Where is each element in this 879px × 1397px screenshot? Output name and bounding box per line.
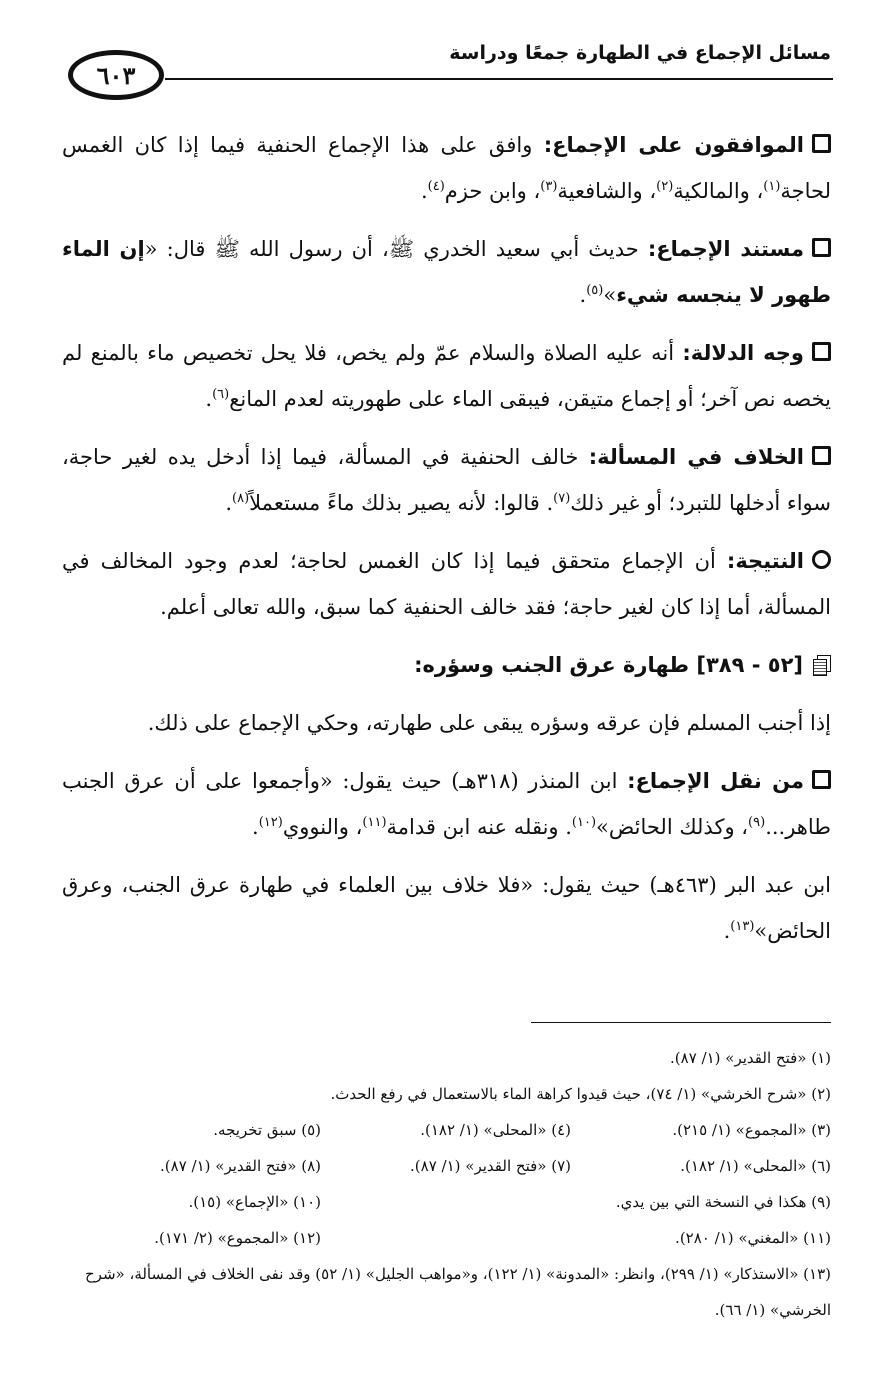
paragraph-intro: إذا أجنب المسلم فإن عرقه وسؤره يبقى على طهارته، وحكي الإجماع على ذلك.	[147, 711, 831, 735]
paragraph-lead: النتيجة:	[726, 549, 804, 573]
main-text	[62, 122, 831, 966]
footnote-row	[58, 1148, 831, 1184]
square-bullet-icon	[812, 446, 831, 465]
page-number: ٦٠٣	[96, 60, 136, 90]
footnotes	[58, 1040, 831, 1328]
footnote-ref: (١١)	[362, 815, 387, 830]
paragraph-ibn-abd-albarr: ابن عبد البر (٤٦٣هـ) حيث يقول: «فلا خلاف بين العلماء في طهارة عرق الجنب، وعرق الحائض»$^{(١٣)}$.	[62, 873, 831, 943]
footnote-ref: (٢)	[656, 179, 674, 194]
footnote: (٨) «فتح القدير» (١/ ٨٧).	[160, 1157, 321, 1175]
footnote: (٥) سبق تخريجه.	[213, 1121, 321, 1139]
paragraph-evidence: وجه الدلالة: أنه عليه الصلاة والسلام عمّ ولم يخص، فلا يحل تخصيص ماء بالمنع لم يخصه نص آخر؛ أو إجماع متيقن، فيبقى الماء على طهوريته لعدم المانع$^{(٦)}$.	[62, 341, 831, 411]
section-title: طهارة عرق الجنب وسؤره:	[414, 653, 697, 677]
paragraph-disagreement: الخلاف في المسألة: خالف الحنفية في المسألة، فيما إذا أدخل يده لغير حاجة، سواء أدخلها للتبرد؛ أو غير ذلك$^{(٧)}$. قالوا: لأنه يصير بذلك ماءً مستعملاً$^{(٨)}$.	[62, 445, 831, 515]
footnote-ref: (٦)	[212, 387, 230, 402]
section-heading	[62, 642, 831, 688]
running-header-title: مسائل الإجماع في الطهارة جمعًا ودراسة	[449, 42, 831, 64]
footnote: (٩) هكذا في النسخة التي بين يدي.	[615, 1193, 831, 1211]
footnote: (٤) «المحلى» (١/ ١٨٢).	[420, 1121, 571, 1139]
paragraph-transmitters: من نقل الإجماع: ابن المنذر (٣١٨هـ) حيث يقول: «وأجمعوا على أن عرق الجنب طاهر...$^{(٩)}$، وكذلك الحائض»$^{(١٠)}$. ونقله عنه ابن قدامة$^{(١١)}$، والنووي$^{(١٢)}$.	[62, 769, 831, 839]
footnote: (٢) «شرح الخرشي» (١/ ٧٤)، حيث قيدوا كراهة الماء بالاستعمال في رفع الحدث.	[330, 1085, 831, 1103]
footnote-row	[58, 1184, 831, 1220]
footnote-row	[58, 1112, 831, 1148]
section-number: [٥٢ - ٣٨٩]	[696, 653, 803, 677]
paragraph-lead: من نقل الإجماع:	[627, 769, 804, 793]
footnote: (١) «فتح القدير» (١/ ٨٧).	[670, 1049, 831, 1067]
footnote-separator	[531, 1022, 831, 1023]
header-rule	[165, 78, 833, 80]
footnote-ref: (١٠)	[571, 815, 597, 830]
square-bullet-icon	[812, 238, 831, 257]
square-bullet-icon	[812, 134, 831, 153]
footnote-ref: (٧)	[553, 491, 571, 506]
footnote: (٦) «المحلى» (١/ ١٨٢).	[680, 1157, 831, 1175]
footnote-row	[58, 1256, 831, 1328]
footnote-ref: (١)	[763, 179, 781, 194]
footnote-row	[58, 1040, 831, 1076]
hadith-quote: إن الماء طهور لا ينجسه شيء	[62, 237, 831, 307]
footnote-ref: (٥)	[586, 283, 604, 298]
footnote-ref: (٩)	[748, 815, 766, 830]
paragraph-lead: مستند الإجماع:	[647, 237, 804, 261]
paragraph-result: النتيجة: أن الإجماع متحقق فيما إذا كان الغمس لحاجة؛ لعدم وجود المخالف في المسألة، أما إذا كان لغير حاجة؛ فقد خالف الحنفية كما سبق، والله تعالى أعلم.	[62, 549, 831, 619]
paragraph-basis: مستند الإجماع: حديث أبي سعيد الخدري ﷺ، أن رسول الله ﷺ قال: «إن الماء طهور لا ينجسه شيء»$^{(٥)}$.	[62, 237, 831, 307]
footnote: (١٣) «الاستذكار» (١/ ٢٩٩)، وانظر: «المدونة» (١/ ١٢٢)، و«مواهب الجليل» (١/ ٥٢) وقد نفى الخلاف في المسألة، «شرح الخرشي» (١/ ٦٦).	[85, 1265, 831, 1319]
footnote-ref: (٤)	[427, 179, 445, 194]
page-number-oval	[68, 50, 164, 100]
circle-bullet-icon	[812, 550, 831, 569]
footnote-ref: (٣)	[540, 179, 558, 194]
footnote: (١٠) «الإجماع» (١٥).	[188, 1193, 321, 1211]
footnote: (١٢) «المجموع» (٢/ ١٧١).	[154, 1229, 321, 1247]
footnote-ref: (١٢)	[258, 815, 283, 830]
footnote: (١١) «المغني» (١/ ٢٨٠).	[675, 1229, 831, 1247]
documents-icon	[813, 655, 831, 675]
square-bullet-icon	[812, 770, 831, 789]
paragraph-lead: الخلاف في المسألة:	[588, 445, 804, 469]
square-bullet-icon	[812, 342, 831, 361]
footnote: (٣) «المجموع» (١/ ٢١٥).	[672, 1121, 831, 1139]
paragraph-agreeing-parties: الموافقون على الإجماع: وافق على هذا الإجماع الحنفية فيما إذا كان الغمس لحاجة$^{(١)}$، والمالكية$^{(٢)}$، والشافعية$^{(٣)}$، وابن حزم$^{(٤)}$.	[62, 133, 831, 203]
paragraph-lead: وجه الدلالة:	[682, 341, 804, 365]
footnote-ref: (١٣)	[730, 919, 755, 934]
footnote: (٧) «فتح القدير» (١/ ٨٧).	[410, 1157, 571, 1175]
paragraph-lead: الموافقون على الإجماع:	[543, 133, 804, 157]
footnote-row	[58, 1220, 831, 1256]
footnote-row	[58, 1076, 831, 1112]
footnote-ref: (٨)	[232, 491, 250, 506]
